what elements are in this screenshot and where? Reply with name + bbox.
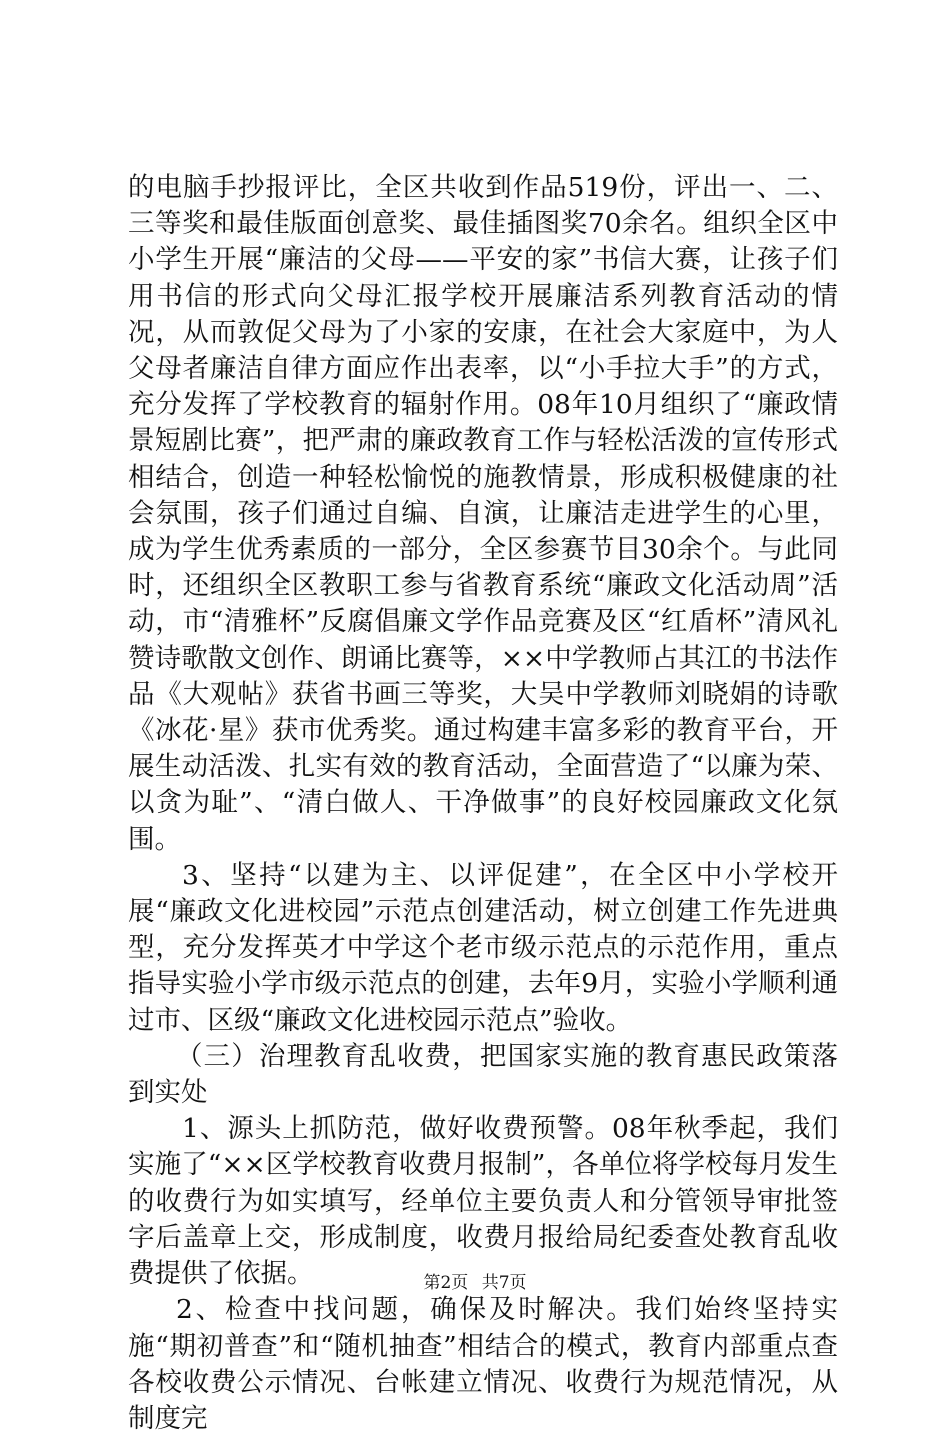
page-number: 第2页 [423,1273,469,1293]
paragraph-item-3: 3、坚持“以建为主、以评促建”，在全区中小学校开展“廉政文化进校园”示范点创建活动，树立创建工作先进典型，充分发挥英才中学这个老市级示范点的示范作用，重点指导实验小学市级示范点的创建，去年9月，实验小学顺利通过市、区级“廉政文化进校园示范点”验收。 [128,859,838,1036]
page-total: 共7页 [481,1273,527,1293]
section-heading-3: （三）治理教育乱收费，把国家实施的教育惠民政策落到实处 [128,1040,838,1109]
paragraph-item-1: 1、源头上抓防范，做好收费预警。08年秋季起，我们实施了“××区学校教育收费月报制”，各单位将学校每月发生的收费行为如实填写，经单位主要负责人和分管领导审批签字后盖章上交，形成制度，收费月报给局纪委查处教育乱收费提供了依据。 [128,1113,838,1290]
document-body [128,170,838,1437]
page-footer [0,1268,950,1293]
paragraph-item-2: 2、检查中找问题，确保及时解决。我们始终坚持实施“期初普查”和“随机抽查”相结合的模式，教育内部重点查各校收费公示情况、台帐建立情况、收费行为规范情况，从制度完 [128,1294,838,1434]
paragraph-continuation: 的电脑手抄报评比，全区共收到作品519份，评出一、二、三等奖和最佳版面创意奖、最佳插图奖70余名。组织全区中小学生开展“廉洁的父母——平安的家”书信大赛，让孩子们用书信的形式向父母汇报学校开展廉洁系列教育活动的情况，从而敦促父母为了小家的安康，在社会大家庭中，为人父母者廉洁自律方面应作出表率，以“小手拉大手”的方式，充分发挥了学校教育的辐射作用。08年10月组织了“廉政情景短剧比赛”，把严肃的廉政教育工作与轻松活泼的宣传形式相结合，创造一种轻松愉悦的施教情景，形成积极健康的社会氛围，孩子们通过自编、自演，让廉洁走进学生的心里，成为学生优秀素质的一部分，全区参赛节目30余个。与此同时，还组织全区教职工参与省教育系统“廉政文化活动周”活动，市“清雅杯”反腐倡廉文学作品竞赛及区“红盾杯”清风礼赞诗歌散文创作、朗诵比赛等，××中学教师占其江的书法作品《大观帖》获省书画三等奖，大吴中学教师刘晓娟的诗歌《冰花·星》获市优秀奖。通过构建丰富多彩的教育平台，开展生动活泼、扎实有效的教育活动，全面营造了“以廉为荣、以贪为耻”、“清白做人、干净做事”的良好校园廉政文化氛围。 [128,172,838,855]
